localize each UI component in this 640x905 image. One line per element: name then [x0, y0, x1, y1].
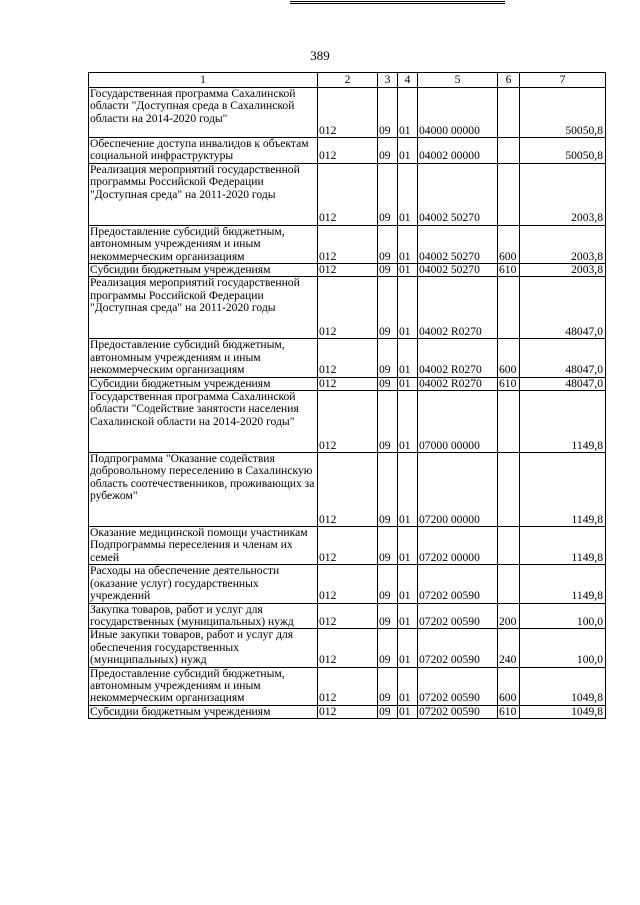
subsection-cell: 01 — [398, 225, 418, 263]
target-article-cell: 04002 50270 — [418, 225, 498, 263]
item-name-cell: Предоставление субсидий бюджетным, автономным учреждениям и иным некоммерческим организациям — [89, 667, 318, 705]
table-row — [89, 667, 606, 705]
header-col-7: 7 — [520, 73, 606, 88]
amount-cell: 50050,8 — [520, 138, 606, 164]
target-article-cell: 04002 50270 — [418, 264, 498, 277]
amount-cell: 1149,8 — [520, 391, 606, 453]
amount-cell: 100,0 — [520, 629, 606, 667]
expense-type-cell — [498, 88, 520, 138]
target-article-cell: 07202 00590 — [418, 705, 498, 718]
header-col-1: 1 — [89, 73, 318, 88]
expense-type-cell — [498, 565, 520, 603]
target-article-cell: 07202 00000 — [418, 527, 498, 565]
target-article-cell: 04002 50270 — [418, 163, 498, 225]
admin-code-cell: 012 — [318, 629, 378, 667]
table-row — [89, 163, 606, 225]
section-cell: 09 — [378, 603, 398, 629]
section-cell: 09 — [378, 629, 398, 667]
header-col-4: 4 — [398, 73, 418, 88]
table-row — [89, 629, 606, 667]
expense-type-cell — [498, 277, 520, 339]
admin-code-cell: 012 — [318, 277, 378, 339]
admin-code-cell: 012 — [318, 667, 378, 705]
amount-cell: 48047,0 — [520, 339, 606, 377]
budget-table — [88, 72, 606, 719]
section-cell: 09 — [378, 377, 398, 390]
target-article-cell: 04002 R0270 — [418, 277, 498, 339]
amount-cell: 1049,8 — [520, 667, 606, 705]
section-cell: 09 — [378, 705, 398, 718]
admin-code-cell: 012 — [318, 377, 378, 390]
section-cell: 09 — [378, 277, 398, 339]
expense-type-cell: 200 — [498, 603, 520, 629]
table-row — [89, 391, 606, 453]
item-name-cell: Субсидии бюджетным учреждениям — [89, 264, 318, 277]
table-row — [89, 225, 606, 263]
expense-type-cell — [498, 391, 520, 453]
section-cell: 09 — [378, 527, 398, 565]
item-name-cell: Государственная программа Сахалинской области "Содействие занятости населения Сахалинской области на 2014-2020 годы" — [89, 391, 318, 453]
table-row — [89, 339, 606, 377]
subsection-cell: 01 — [398, 629, 418, 667]
admin-code-cell: 012 — [318, 264, 378, 277]
subsection-cell: 01 — [398, 264, 418, 277]
item-name-cell: Иные закупки товаров, работ и услуг для обеспечения государственных (муниципальных) нужд — [89, 629, 318, 667]
admin-code-cell: 012 — [318, 88, 378, 138]
table-row — [89, 264, 606, 277]
section-cell: 09 — [378, 138, 398, 164]
admin-code-cell: 012 — [318, 603, 378, 629]
amount-cell: 2003,8 — [520, 264, 606, 277]
subsection-cell: 01 — [398, 565, 418, 603]
subsection-cell: 01 — [398, 138, 418, 164]
section-cell: 09 — [378, 225, 398, 263]
header-row — [89, 73, 606, 88]
expense-type-cell: 610 — [498, 377, 520, 390]
section-cell: 09 — [378, 667, 398, 705]
table-row — [89, 527, 606, 565]
amount-cell: 1149,8 — [520, 453, 606, 527]
item-name-cell: Предоставление субсидий бюджетным, автономным учреждениям и иным некоммерческим организациям — [89, 225, 318, 263]
table-row — [89, 138, 606, 164]
expense-type-cell — [498, 453, 520, 527]
admin-code-cell: 012 — [318, 138, 378, 164]
target-article-cell: 07200 00000 — [418, 453, 498, 527]
admin-code-cell: 012 — [318, 391, 378, 453]
expense-type-cell: 240 — [498, 629, 520, 667]
expense-type-cell — [498, 163, 520, 225]
amount-cell: 100,0 — [520, 603, 606, 629]
section-cell: 09 — [378, 88, 398, 138]
table-row — [89, 603, 606, 629]
subsection-cell: 01 — [398, 163, 418, 225]
section-cell: 09 — [378, 453, 398, 527]
table-row — [89, 453, 606, 527]
admin-code-cell: 012 — [318, 705, 378, 718]
target-article-cell: 04002 R0270 — [418, 377, 498, 390]
item-name-cell: Закупка товаров, работ и услуг для государственных (муниципальных) нужд — [89, 603, 318, 629]
target-article-cell: 07202 00590 — [418, 603, 498, 629]
item-name-cell: Субсидии бюджетным учреждениям — [89, 377, 318, 390]
admin-code-cell: 012 — [318, 565, 378, 603]
subsection-cell: 01 — [398, 603, 418, 629]
subsection-cell: 01 — [398, 453, 418, 527]
target-article-cell: 07202 00590 — [418, 667, 498, 705]
subsection-cell: 01 — [398, 277, 418, 339]
subsection-cell: 01 — [398, 339, 418, 377]
item-name-cell: Предоставление субсидий бюджетным, автономным учреждениям и иным некоммерческим организациям — [89, 339, 318, 377]
item-name-cell: Реализация мероприятий государственной программы Российской Федерации "Доступная среда" на 2011-2020 годы — [89, 163, 318, 225]
subsection-cell: 01 — [398, 667, 418, 705]
target-article-cell: 07000 00000 — [418, 391, 498, 453]
section-cell: 09 — [378, 163, 398, 225]
subsection-cell: 01 — [398, 527, 418, 565]
table-row — [89, 377, 606, 390]
expense-type-cell — [498, 527, 520, 565]
admin-code-cell: 012 — [318, 339, 378, 377]
expense-type-cell: 610 — [498, 705, 520, 718]
admin-code-cell: 012 — [318, 163, 378, 225]
target-article-cell: 04002 R0270 — [418, 339, 498, 377]
admin-code-cell: 012 — [318, 225, 378, 263]
expense-type-cell: 600 — [498, 339, 520, 377]
amount-cell: 50050,8 — [520, 88, 606, 138]
header-col-6: 6 — [498, 73, 520, 88]
item-name-cell: Государственная программа Сахалинской области "Доступная среда в Сахалинской области на 2014-2020 годы" — [89, 88, 318, 138]
subsection-cell: 01 — [398, 705, 418, 718]
top-rule — [290, 1, 505, 4]
subsection-cell: 01 — [398, 391, 418, 453]
amount-cell: 1049,8 — [520, 705, 606, 718]
table-row — [89, 565, 606, 603]
item-name-cell: Субсидии бюджетным учреждениям — [89, 705, 318, 718]
header-col-3: 3 — [378, 73, 398, 88]
admin-code-cell: 012 — [318, 527, 378, 565]
item-name-cell: Расходы на обеспечение деятельности (оказание услуг) государственных учреждений — [89, 565, 318, 603]
item-name-cell: Реализация мероприятий государственной программы Российской Федерации "Доступная среда" на 2011-2020 годы — [89, 277, 318, 339]
amount-cell: 48047,0 — [520, 277, 606, 339]
header-col-5: 5 — [418, 73, 498, 88]
table-row — [89, 88, 606, 138]
target-article-cell: 07202 00590 — [418, 565, 498, 603]
amount-cell: 2003,8 — [520, 163, 606, 225]
subsection-cell: 01 — [398, 377, 418, 390]
admin-code-cell: 012 — [318, 453, 378, 527]
item-name-cell: Подпрограмма "Оказание содействия добровольному переселению в Сахалинскую область соотечественников, проживающих за рубежом" — [89, 453, 318, 527]
header-col-2: 2 — [318, 73, 378, 88]
section-cell: 09 — [378, 565, 398, 603]
section-cell: 09 — [378, 391, 398, 453]
expense-type-cell: 600 — [498, 225, 520, 263]
section-cell: 09 — [378, 264, 398, 277]
expense-type-cell — [498, 138, 520, 164]
item-name-cell: Обеспечение доступа инвалидов к объектам социальной инфраструктуры — [89, 138, 318, 164]
table-row — [89, 277, 606, 339]
expense-type-cell: 600 — [498, 667, 520, 705]
expense-type-cell: 610 — [498, 264, 520, 277]
target-article-cell: 07202 00590 — [418, 629, 498, 667]
section-cell: 09 — [378, 339, 398, 377]
item-name-cell: Оказание медицинской помощи участникам Подпрограммы переселения и членам их семей — [89, 527, 318, 565]
target-article-cell: 04000 00000 — [418, 88, 498, 138]
amount-cell: 1149,8 — [520, 527, 606, 565]
page-number: 389 — [310, 48, 330, 63]
amount-cell: 1149,8 — [520, 565, 606, 603]
amount-cell: 2003,8 — [520, 225, 606, 263]
target-article-cell: 04002 00000 — [418, 138, 498, 164]
table-row — [89, 705, 606, 718]
subsection-cell: 01 — [398, 88, 418, 138]
amount-cell: 48047,0 — [520, 377, 606, 390]
